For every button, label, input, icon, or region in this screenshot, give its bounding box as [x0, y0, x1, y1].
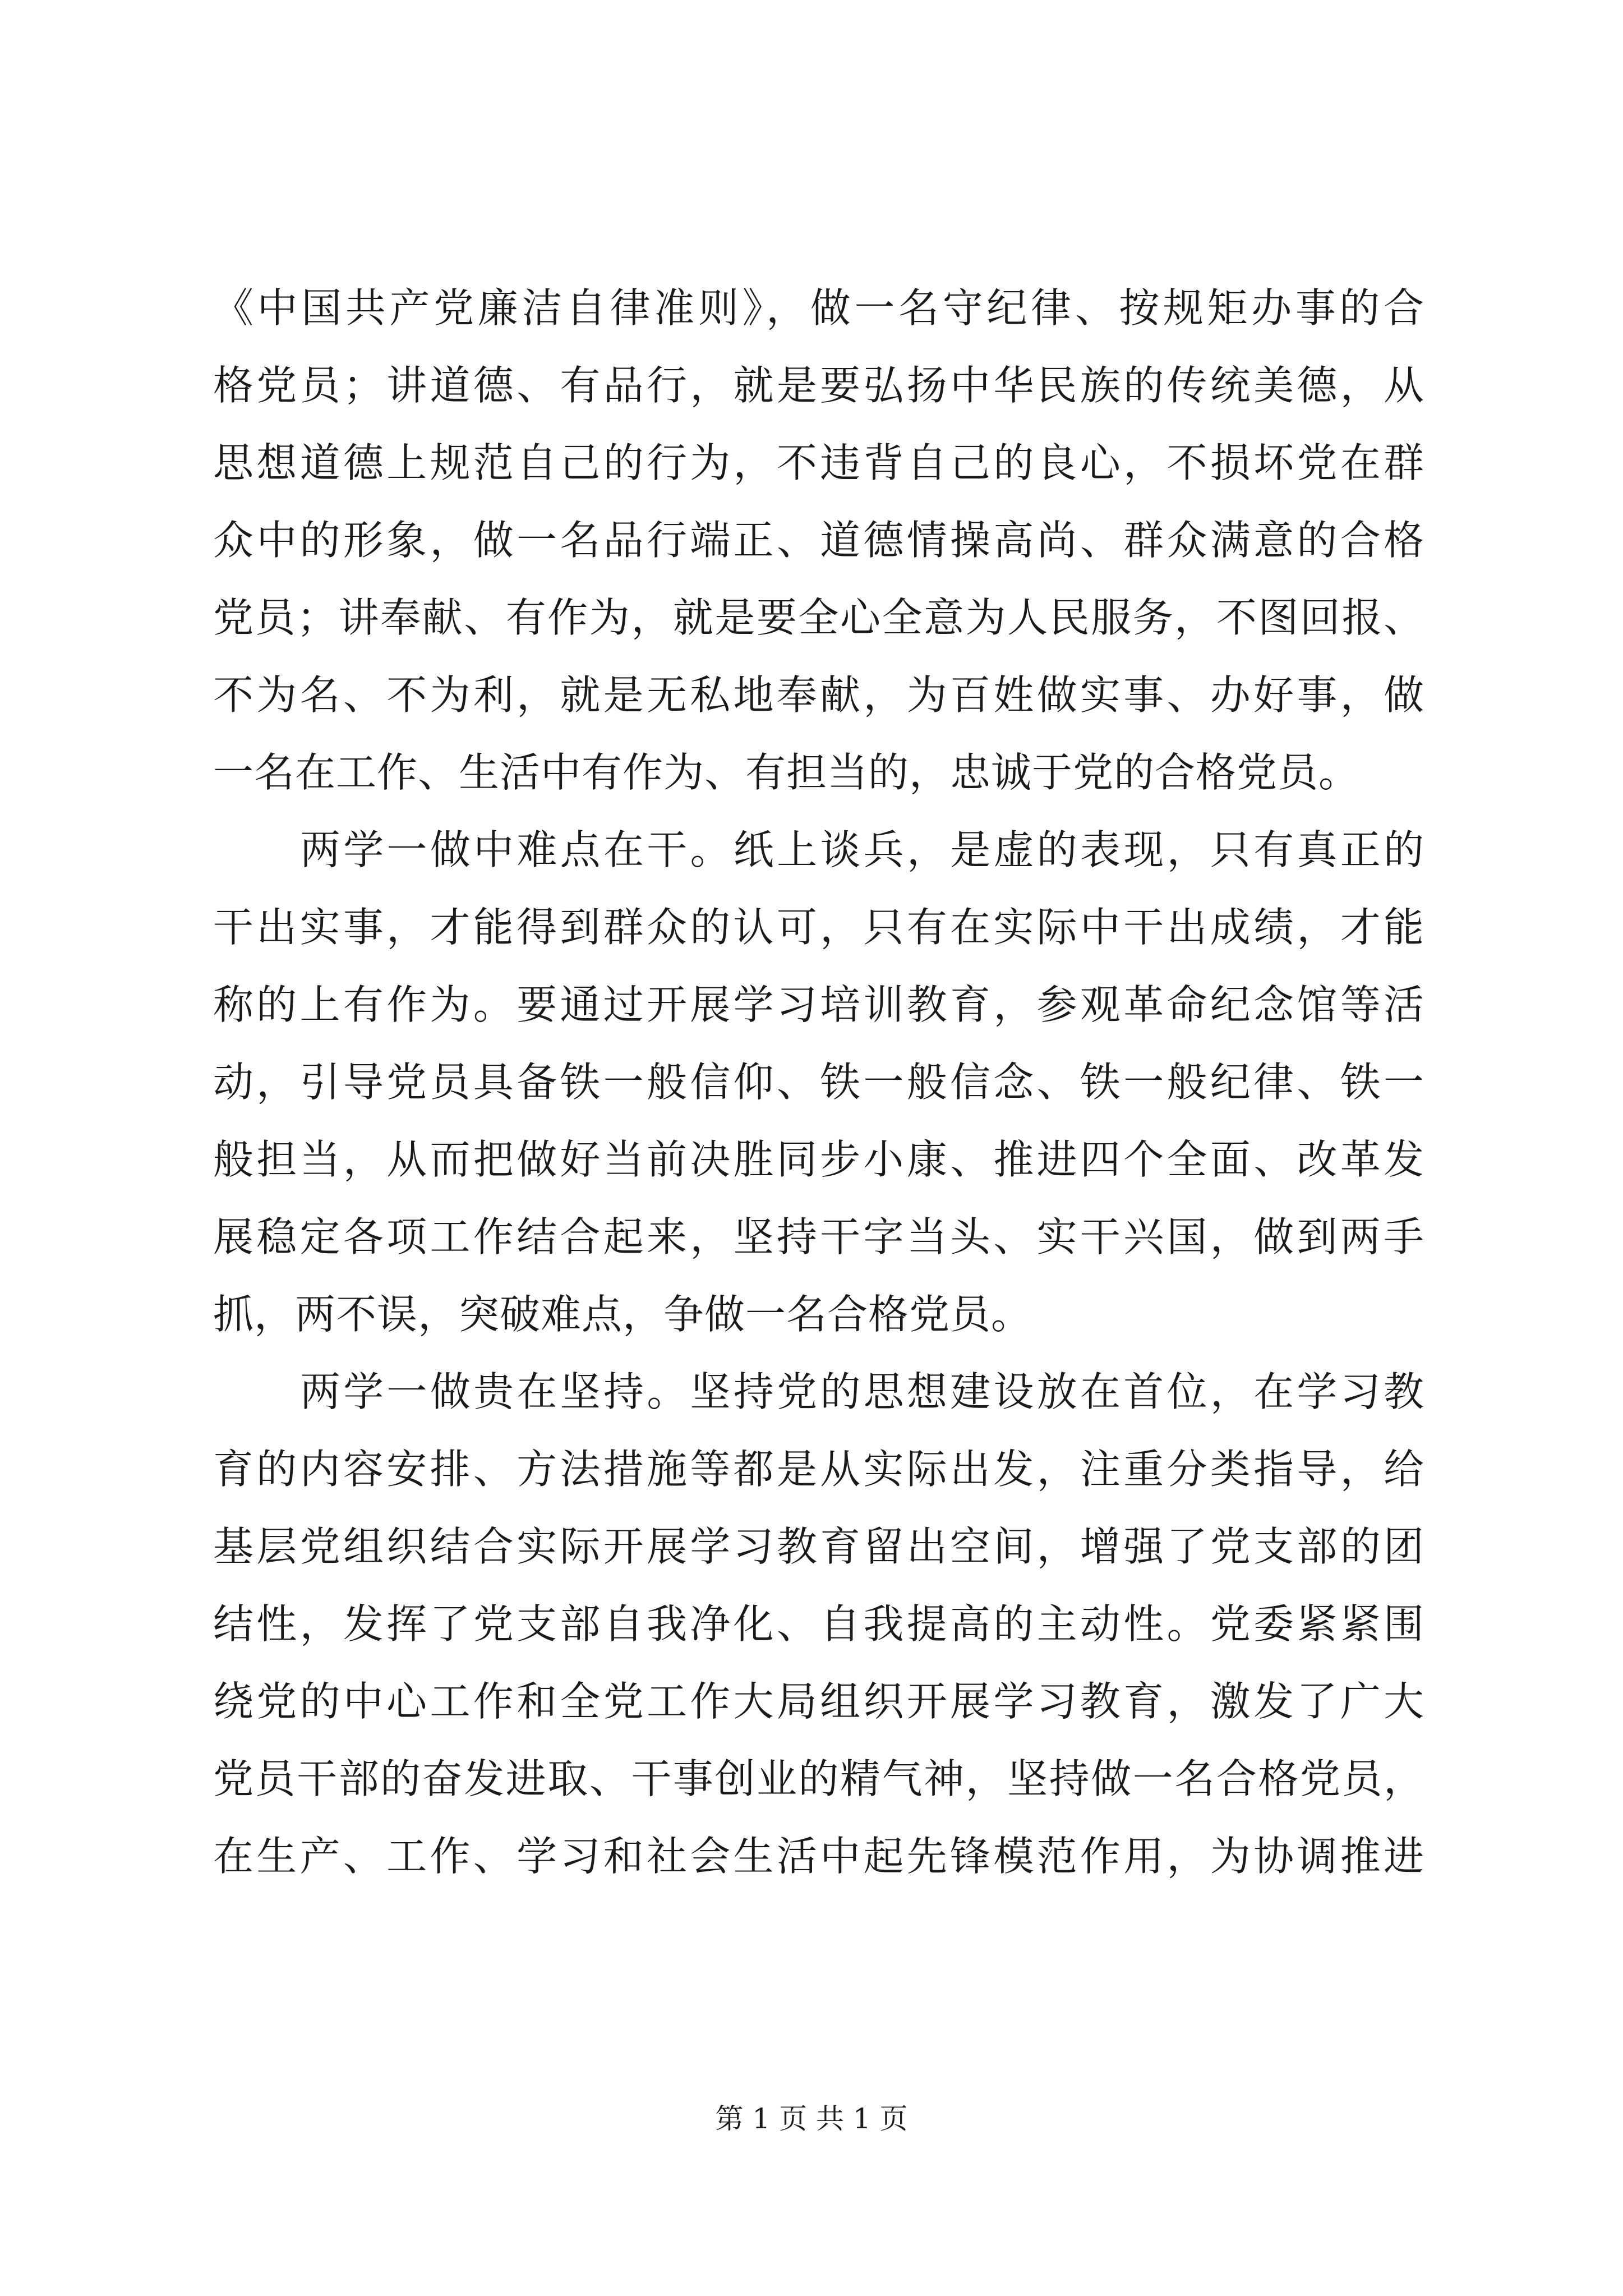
paragraph-1-line-6: 不为名、不为利，就是无私地奉献，为百姓做实事、办好事，做	[213, 671, 1424, 719]
paragraph-2-line-6: 展稳定各项工作结合起来，坚持干字当头、实干兴国，做到两手	[213, 1213, 1424, 1260]
paragraph-2-line-1: 两学一做中难点在干。纸上谈兵，是虚的表现，只有真正的	[300, 826, 1424, 873]
paragraph-1-line-7: 一名在工作、生活中有作为、有担当的，忠诚于党的合格党员。	[213, 749, 1360, 796]
page-number-label: 第 1 页 共 1 页	[715, 2102, 908, 2135]
paragraph-2-line-5: 般担当，从而把做好当前决胜同步小康、推进四个全面、改革发	[213, 1136, 1424, 1183]
paragraph-1-line-5: 党员；讲奉献、有作为，就是要全心全意为人民服务，不图回报、	[213, 594, 1424, 641]
paragraph-3-line-7: 在生产、工作、学习和社会生活中起先锋模范作用，为协调推进	[213, 1833, 1424, 1880]
paragraph-2-line-3: 称的上有作为。要通过开展学习培训教育，参观革命纪念馆等活	[213, 981, 1424, 1028]
paragraph-3-line-5: 绕党的中心工作和全党工作大局组织开展学习教育，激发了广大	[213, 1678, 1424, 1725]
paragraph-2-line-2: 干出实事，才能得到群众的认可，只有在实际中干出成绩，才能	[213, 904, 1424, 951]
paragraph-3-line-3: 基层党组织结合实际开展学习教育留出空间，增强了党支部的团	[213, 1523, 1424, 1570]
paragraph-1-line-3: 思想道德上规范自己的行为，不违背自己的良心，不损坏党在群	[213, 439, 1424, 486]
paragraph-1-line-2: 格党员；讲道德、有品行，就是要弘扬中华民族的传统美德，从	[213, 362, 1424, 409]
document-body	[213, 269, 1424, 1895]
paragraph-2-line-7: 抓，两不误，突破难点，争做一名合格党员。	[213, 1291, 1032, 1338]
paragraph-3-line-2: 育的内容安排、方法措施等都是从实际出发，注重分类指导，给	[213, 1446, 1424, 1493]
paragraph-3-line-1: 两学一做贵在坚持。坚持党的思想建设放在首位，在学习教	[300, 1368, 1424, 1415]
paragraph-2-line-4: 动，引导党员具备铁一般信仰、铁一般信念、铁一般纪律、铁一	[213, 1059, 1424, 1106]
paragraph-3-line-6: 党员干部的奋发进取、干事创业的精气神，坚持做一名合格党员，	[213, 1755, 1424, 1802]
paragraph-1-line-1: 《中国共产党廉洁自律准则》，做一名守纪律、按规矩办事的合	[213, 284, 1424, 332]
paragraph-1-line-4: 众中的形象，做一名品行端正、道德情操高尚、群众满意的合格	[213, 517, 1424, 564]
paragraph-3-line-4: 结性，发挥了党支部自我净化、自我提高的主动性。党委紧紧围	[213, 1600, 1424, 1648]
page-footer	[0, 2099, 1623, 2138]
